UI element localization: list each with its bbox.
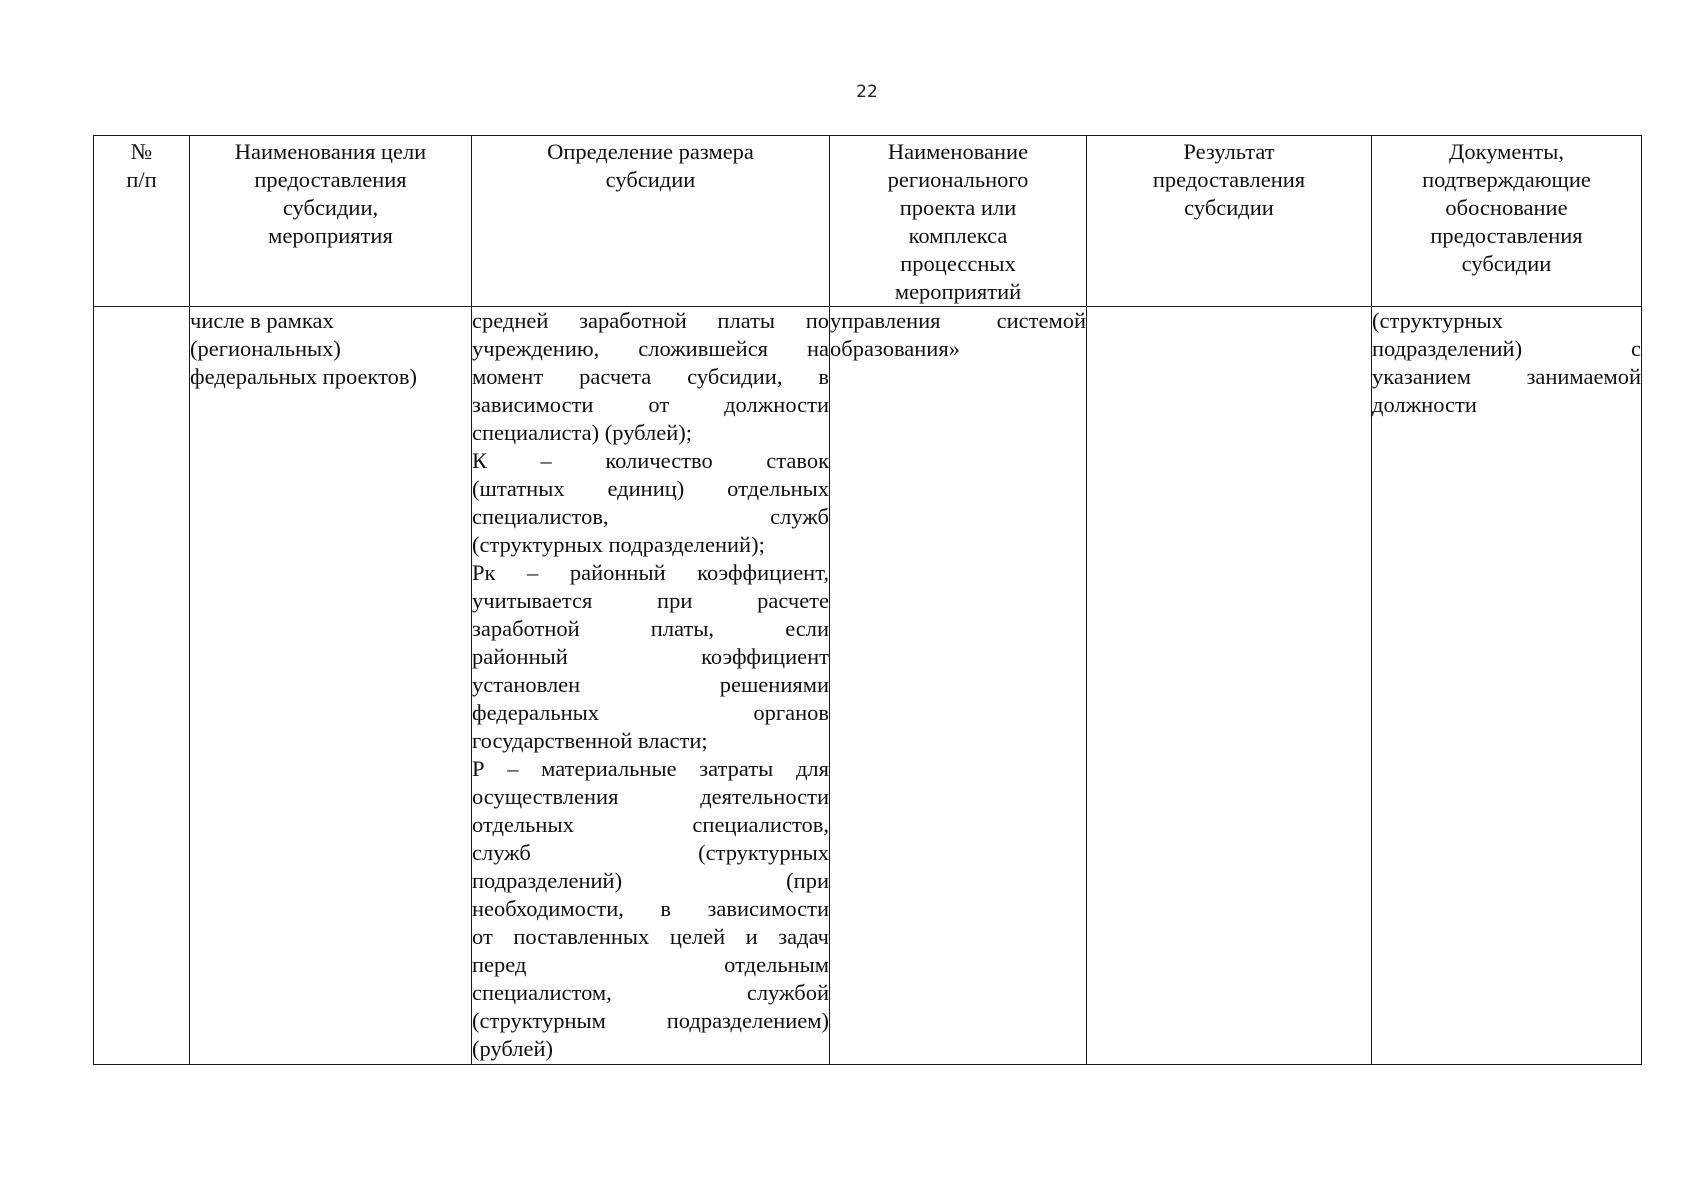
cell-goal-name	[190, 307, 472, 1065]
text-line: подразделений) (при	[472, 868, 829, 893]
text-line: п/п	[126, 167, 157, 192]
text-line: мероприятия	[268, 223, 393, 248]
text-line: управления системой	[830, 308, 1086, 333]
text-line: государственной власти;	[472, 728, 708, 753]
text-line: должности	[1372, 392, 1477, 417]
header-num	[94, 136, 190, 307]
text-line: специалиста) (рублей);	[472, 420, 693, 445]
text-line: субсидии	[1184, 195, 1274, 220]
text-line: мероприятий	[894, 279, 1022, 304]
text-line: регионального	[887, 167, 1029, 192]
table-header-row	[94, 136, 1642, 307]
text-line: образования»	[830, 336, 960, 361]
text-line: (рублей)	[472, 1036, 554, 1061]
text-line: необходимости, в зависимости	[472, 896, 829, 921]
text-line: (структурных подразделений);	[472, 532, 765, 557]
text-line: специалистом, службой	[472, 980, 829, 1005]
text-line: средней заработной платы по	[472, 308, 829, 333]
cell-regional-project	[830, 307, 1087, 1065]
text-line: указанием занимаемой	[1372, 364, 1641, 389]
text-line: перед отдельным	[472, 952, 829, 977]
text-line: (штатных единиц) отдельных	[472, 476, 829, 501]
text-line: обоснование	[1445, 195, 1568, 220]
text-line: субсидии	[1461, 251, 1552, 276]
text-line: подтверждающие	[1422, 167, 1591, 192]
text-line: районный коэффициент	[472, 644, 829, 669]
text-line: процессных	[900, 251, 1016, 276]
header-regional-project	[830, 136, 1087, 307]
cell-subsidy-amount	[472, 307, 830, 1065]
text-line: подразделений) с	[1372, 336, 1641, 361]
text-line: федеральных проектов)	[190, 364, 417, 389]
text-line: субсидии,	[282, 195, 379, 220]
cell-result	[1087, 307, 1372, 1065]
text-line: (структурным подразделением)	[472, 1008, 829, 1033]
text-line: Документы,	[1448, 139, 1564, 164]
text-line: специалистов, служб	[472, 504, 829, 529]
text-line: заработной платы, если	[472, 616, 829, 641]
text-line: Р – материальные затраты для	[472, 756, 829, 781]
text-line: момент расчета субсидии, в	[472, 364, 829, 389]
cell-documents	[1372, 307, 1642, 1065]
text-line: (структурных	[1372, 308, 1503, 333]
text-line: Рк – районный коэффициент,	[472, 560, 829, 585]
text-line: комплекса	[908, 223, 1008, 248]
header-result	[1087, 136, 1372, 307]
text-line: Наименования цели	[234, 139, 427, 164]
text-line: федеральных органов	[472, 700, 829, 725]
text-line: числе в рамках	[190, 308, 334, 333]
text-line: №	[130, 139, 153, 164]
text-line: Наименование	[887, 139, 1029, 164]
page-number: 22	[856, 82, 878, 102]
text-line: предоставления	[1152, 167, 1306, 192]
cell-num	[94, 307, 190, 1065]
subsidy-table	[93, 135, 1642, 1065]
text-line: отдельных специалистов,	[472, 812, 829, 837]
text-line: учреждению, сложившейся на	[472, 336, 829, 361]
text-line: осуществления деятельности	[472, 784, 829, 809]
header-subsidy-amount	[472, 136, 830, 307]
text-line: Определение размера	[547, 139, 754, 164]
text-line: служб (структурных	[472, 840, 829, 865]
table-row	[94, 307, 1642, 1065]
text-line: (региональных)	[190, 336, 341, 361]
text-line: от поставленных целей и задач	[472, 924, 829, 949]
text-line: зависимости от должности	[472, 392, 829, 417]
header-goal-name	[190, 136, 472, 307]
text-line: предоставления	[1430, 223, 1583, 248]
text-line: учитывается при расчете	[472, 588, 829, 613]
text-line: предоставления	[254, 167, 407, 192]
text-line: проекта или	[899, 195, 1017, 220]
text-line: К – количество ставок	[472, 448, 829, 473]
text-line: установлен решениями	[472, 672, 829, 697]
header-documents	[1372, 136, 1642, 307]
text-line: субсидии	[605, 167, 696, 192]
text-line: Результат	[1183, 139, 1275, 164]
